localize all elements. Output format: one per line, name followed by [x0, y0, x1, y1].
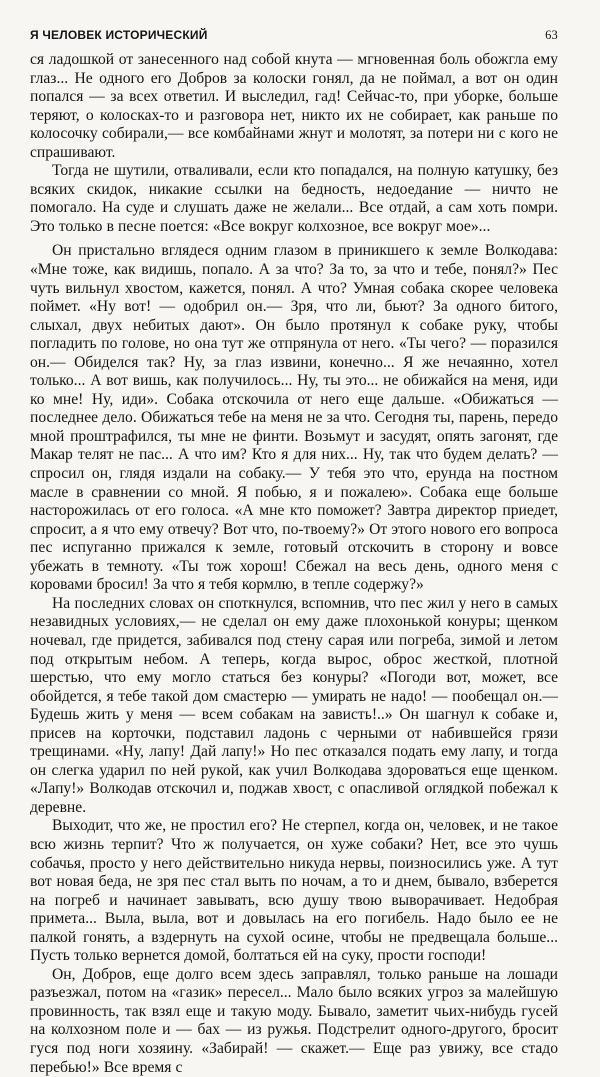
- page-number: 63: [545, 28, 558, 42]
- page-header: [30, 28, 558, 43]
- paragraph-3: Он пристально вглядеся одним глазом в приникшего к земле Волкодава: «Мне тоже, как видишь, попало. А за что? За то, за что и тебе, понял?» Пес чуть вильнул хвостом, кажется, понял. А что? Умная собака скорее человека поймет. «Ну вот! — одобрил он.— Зря, что ли, бьют? За одного битого, слыхал, двух небитых дают». Он было протянул к собаке руку, чтобы погладить по голове, но она тут же отпрянула от него. «Ты чего? — поразился он.— Обиделся так? Ну, за глаз извини, конечно... Я же нечаянно, хотел только... А вот вишь, как получилось... Ну, ты это... не обижайся на меня, иди ко мне! Ну, иди». Собака отскочила от него еще дальше. «Обижаться — последнее дело. Обижаться тебе на меня не за что. Сегодня ты, парень, передо мной проштрафился, ты мне не финти. Возьмут и засудят, опять загонят, где Макар телят не пас... А что им? Кто я для них... Ну, так что будем делать? — спросил он, глядя издали на собаку.— У тебя это что, ерунда на постном масле в сравнении со мной. Я побью, я и пожалею». Собака еще больше насторожилась от его голоса. «А мне кто поможет? Завтра директор приедет, спросит, а я что ему отвечу? Вот что, по-твоему?» От этого нового его вопроса пес испуганно прижался к земле, готовый отскочить в сторону и вовсе убежать в темноту. «Ты тож хорош! Сбежал на весь день, одного меня с коровами бросил! За что я тебя кормлю, в тепле содержу?»: [30, 242, 558, 594]
- paragraph-4: На последних словах он споткнулся, вспомнив, что пес жил у него в самых незавидных условиях,— не сделал он ему даже плохонькой конуры; щенком ночевал, где придется, забивался под стену сарая или погреба, зимой и летом под открытым небом. А теперь, когда вырос, оброс жесткой, плотной шерстью, что ему могло статься без конуры? «Погоди вот, может, все обойдется, я тебе такой дом смастерю — умирать не надо! — пообещал он.— Будешь жить у меня — всем собакам на зависть!..» Он шагнул к собаке и, присев на корточки, подставил ладонь с черными от набившейся грязи трещинами. «Ну, лапу! Дай лапу!» Но пес отказался подать ему лапу, и тогда он слегка ударил по ней рукой, как учил Волкодава здороваться еще щенком. «Лапу!» Волкодав отскочил и, поджав хвост, с опасливой оглядкой побежал к деревне.: [30, 594, 558, 816]
- running-title: Я ЧЕЛОВЕК ИСТОРИЧЕСКИЙ: [30, 28, 208, 42]
- paragraph-2: Тогда не шутили, отваливали, если кто попадался, на полную катушку, без всяких скидок, никакие ссылки на бедность, недоедание — ничто не помогало. На суде и слушать даже не желали... Все отдай, а сам хоть помри. Это только в песне поется: «Все вокруг колхозное, все вокруг мое»...: [30, 162, 558, 235]
- paragraph-6: Он, Добров, еще долго всем здесь заправлял, только раньше на лошади разъезжал, потом на «газик» пересел... Мало было всяких угроз за малейшую провинность, так взял еще и такую моду. Бывало, заметит чьих-нибудь гусей на колхозном поле и — бах — из ружья. Подстрелит одного-другого, бросит гуся под ноги хозяину. «Забирай! — скажет.— Еще раз увижу, все стадо перебью!» Все время с: [30, 965, 558, 1076]
- paragraph-1: ся ладошкой от занесенного над собой кнута — мгновенная боль обожгла ему глаз... Не одного его Добров за колоски гонял, да не поймал, а вот он один попался — за всех ответил. И выследил, гад! Сейчас-то, при уборке, больше теряют, о колосках-то и разговора нет, никто их не собирает, как раньше по колосочку собирали,— все комбайнами жнут и молотят, за потери ни с кого не спрашивают.: [30, 51, 558, 161]
- body-text: [30, 51, 558, 1077]
- paragraph-5: Выходит, что же, не простил его? Не стерпел, когда он, человек, и не такое всю жизнь терпит? Что ж получается, он хуже собаки? Нет, все это чушь собачья, просто у него действительно никуда нервы, поизносились уже. А тут вот новая беда, не зря пес стал выть по ночам, а то и днем, бывало, взберется на погреб и начинает завывать, всю душу твою выворачивает. Недобрая примета... Выла, выла, вот и довылась на его погибель. Надо было ее не палкой гонять, а вздернуть на сухой осине, чтобы не предвещала больше... Пусть только вернется домой, болтаться ей на суку, прости господи!: [30, 817, 558, 965]
